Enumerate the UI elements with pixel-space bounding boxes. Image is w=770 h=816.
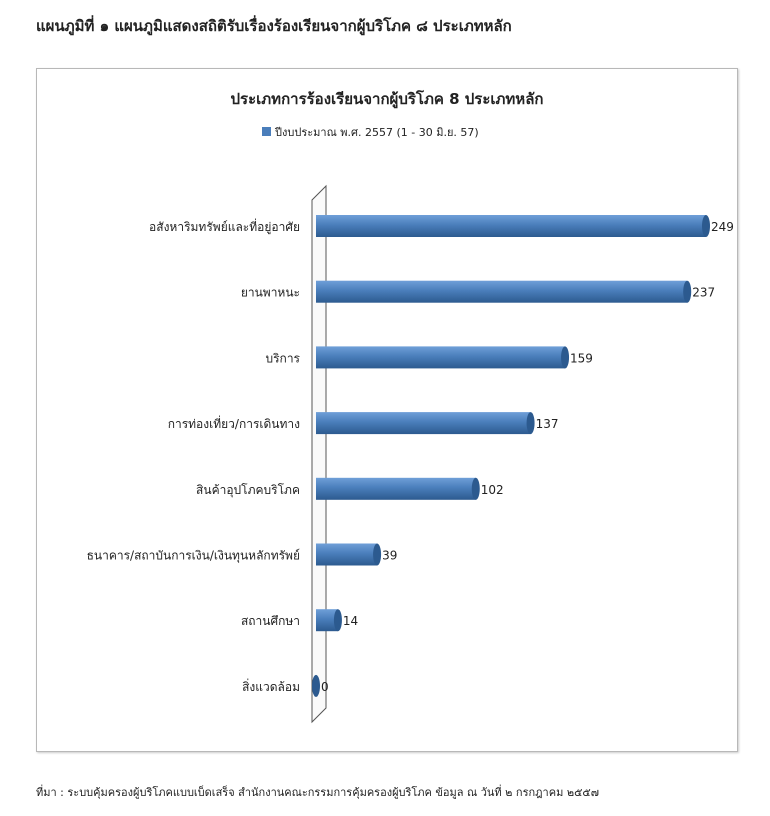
data-label: 39: [382, 548, 398, 563]
chart-back-wall: [312, 186, 326, 722]
bar: [316, 412, 531, 434]
category-label: การท่องเที่ยว/การเดินทาง: [167, 417, 300, 432]
bar-end-cap: [472, 478, 480, 500]
category-label: บริการ: [265, 351, 300, 366]
bar-end-cap: [561, 346, 569, 368]
category-label: ธนาคาร/สถาบันการเงิน/เงินทุนหลักทรัพย์: [86, 548, 300, 563]
legend-label: ปีงบประมาณ พ.ศ. 2557 (1 - 30 มิ.ย. 57): [275, 126, 479, 139]
bar-end-cap: [702, 215, 710, 237]
category-label: สินค้าอุปโภคบริโภค: [196, 482, 300, 497]
bar: [316, 346, 565, 368]
chart-title: ประเภทการร้องเรียนจากผู้บริโภค 8 ประเภทหลัก: [230, 90, 544, 108]
bar-end-cap: [334, 609, 342, 631]
bar: [316, 281, 687, 303]
source-note: ที่มา : ระบบคุ้มครองผู้บริโภคแบบเบ็ดเสร็จ สำนักงานคณะกรรมการคุ้มครองผู้บริโภค ข้อมูล ณ วันที่ ๒ กรกฎาคม ๒๕๕๗: [36, 786, 599, 799]
legend-swatch: [262, 127, 271, 136]
category-label: สถานศึกษา: [240, 614, 300, 629]
bar-end-cap: [527, 412, 535, 434]
data-label: 137: [535, 417, 559, 432]
bar-end-cap: [312, 675, 320, 697]
data-label: 0: [321, 679, 329, 694]
category-label: สิ่งแวดล้อม: [242, 679, 300, 694]
category-label: อสังหาริมทรัพย์และที่อยู่อาศัย: [149, 220, 300, 234]
bar-end-cap: [683, 281, 691, 303]
data-label: 102: [480, 482, 504, 497]
document-title: แผนภูมิที่ ๑ แผนภูมิแสดงสถิติรับเรื่องร้องเรียนจากผู้บริโภค ๘ ประเภทหลัก: [36, 17, 512, 35]
category-label: ยานพาหนะ: [240, 285, 300, 300]
bar: [316, 215, 706, 237]
data-label: 249: [711, 220, 734, 234]
data-label: 159: [570, 351, 593, 366]
bar-end-cap: [373, 544, 381, 566]
bar: [316, 478, 476, 500]
bar: [316, 544, 377, 566]
data-label: 237: [692, 285, 716, 300]
data-label: 14: [342, 614, 359, 629]
